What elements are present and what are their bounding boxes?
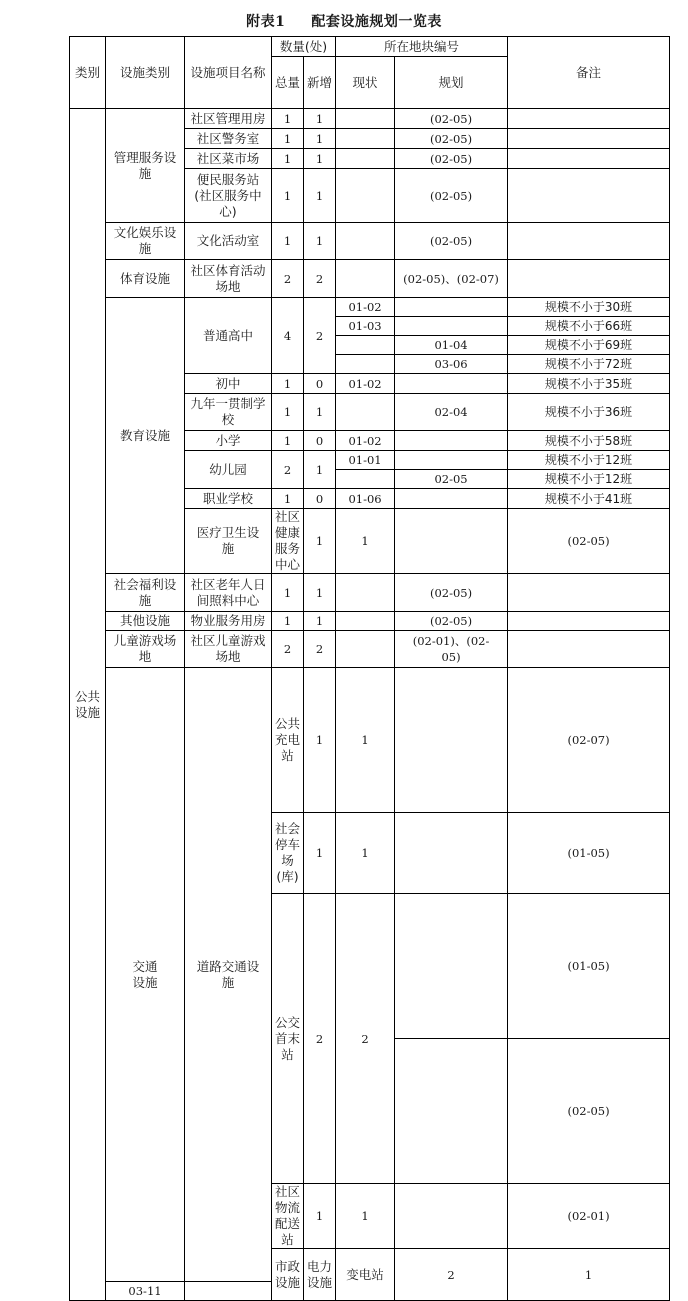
type-education: 教育设施 (106, 298, 185, 574)
planned-cell (395, 317, 508, 336)
total-cell: 1 (272, 489, 304, 509)
note-cell (508, 223, 670, 260)
planned-cell: (02-05) (508, 509, 670, 574)
planned-cell (395, 374, 508, 394)
header-facility-type: 设施类别 (106, 37, 185, 109)
new-cell: 0 (304, 431, 336, 451)
current-cell (336, 355, 395, 374)
new-cell: 1 (304, 574, 336, 612)
facility-name: 公交首末站 (272, 894, 304, 1184)
planned-cell (395, 431, 508, 451)
total-cell: 1 (304, 1184, 336, 1249)
current-cell (336, 223, 395, 260)
facility-name: 初中 (185, 374, 272, 394)
current-cell (336, 394, 395, 431)
planned-cell: (02-01) (508, 1184, 670, 1249)
new-cell: 1 (304, 451, 336, 489)
total-cell: 1 (272, 149, 304, 169)
current-cell (336, 169, 395, 223)
planned-cell: (02-05) (395, 574, 508, 612)
new-cell: 1 (304, 169, 336, 223)
new-cell: 0 (304, 374, 336, 394)
planned-cell: 02-05 (395, 470, 508, 489)
header-quantity: 数量(处) (272, 37, 336, 57)
note-cell (508, 574, 670, 612)
facility-name: 便民服务站 (社区服务中 心) (185, 169, 272, 223)
note-cell: 规模不小于58班 (508, 431, 670, 451)
note-cell (508, 260, 670, 298)
type-medical: 医疗卫生设 施 (185, 509, 272, 574)
header-planned: 规划 (395, 57, 508, 109)
facility-name: 社会停车场 (库) (272, 813, 304, 894)
note-cell: 规模不小于35班 (508, 374, 670, 394)
new-cell: 2 (304, 260, 336, 298)
current-cell (395, 1184, 508, 1249)
current-cell (336, 631, 395, 668)
current-cell (395, 813, 508, 894)
new-cell: 1 (304, 223, 336, 260)
new-cell: 1 (336, 668, 395, 813)
planned-cell: (01-05) (508, 894, 670, 1039)
header-total: 总量 (272, 57, 304, 109)
planned-cell: 01-04 (395, 336, 508, 355)
category-transport: 交通 设施 (106, 668, 185, 1282)
category-public: 公共 设施 (70, 109, 106, 1301)
facility-name: 社区体育活动 场地 (185, 260, 272, 298)
total-cell: 1 (272, 109, 304, 129)
note-cell: 规模不小于69班 (508, 336, 670, 355)
header-row (70, 37, 670, 57)
header-facility-name: 设施项目名称 (185, 37, 272, 109)
new-cell: 2 (304, 298, 336, 374)
header-note: 备注 (508, 37, 670, 109)
facility-name: 社区物流配送 站 (272, 1184, 304, 1249)
type-culture: 文化娱乐设 施 (106, 223, 185, 260)
planned-cell: 02-04 (395, 394, 508, 431)
planned-cell: (02-05) (395, 169, 508, 223)
current-cell: 01-02 (336, 298, 395, 317)
facility-table (69, 36, 670, 1301)
total-cell: 1 (304, 668, 336, 813)
table-title (0, 11, 688, 31)
table-row (70, 298, 670, 317)
new-cell: 1 (336, 1184, 395, 1249)
new-cell: 1 (304, 149, 336, 169)
type-welfare: 社会福利设 施 (106, 574, 185, 612)
total-cell: 1 (272, 394, 304, 431)
facility-name: 物业服务用房 (185, 612, 272, 631)
facility-name: 职业学校 (185, 489, 272, 509)
note-cell (508, 612, 670, 631)
facility-name: 普通高中 (185, 298, 272, 374)
table-name: 配套设施规划一览表 (311, 14, 442, 30)
planned-cell: (02-05) (508, 1039, 670, 1184)
type-management: 管理服务设 施 (106, 109, 185, 223)
total-cell: 1 (304, 509, 336, 574)
note-cell: 规模不小于66班 (508, 317, 670, 336)
total-cell: 4 (272, 298, 304, 374)
note-cell: 规模不小于30班 (508, 298, 670, 317)
current-cell (395, 509, 508, 574)
total-cell: 1 (272, 169, 304, 223)
facility-name: 文化活动室 (185, 223, 272, 260)
facility-name: 九年一贯制学 校 (185, 394, 272, 431)
new-cell: 2 (336, 894, 395, 1184)
total-cell: 2 (272, 451, 304, 489)
planned-cell (395, 451, 508, 470)
table-row (70, 574, 670, 612)
type-sports: 体育设施 (106, 260, 185, 298)
header-current: 现状 (336, 57, 395, 109)
total-cell: 1 (272, 612, 304, 631)
note-cell: 规模不小于72班 (508, 355, 670, 374)
facility-name: 社区菜市场 (185, 149, 272, 169)
planned-cell (395, 298, 508, 317)
type-play: 儿童游戏场 地 (106, 631, 185, 668)
new-cell: 1 (336, 813, 395, 894)
total-cell: 2 (272, 260, 304, 298)
facility-name: 社区警务室 (185, 129, 272, 149)
planned-cell (185, 1282, 272, 1301)
type-other: 其他设施 (106, 612, 185, 631)
header-new: 新增 (304, 57, 336, 109)
table-row (70, 260, 670, 298)
new-cell: 1 (304, 612, 336, 631)
total-cell: 1 (272, 374, 304, 394)
planned-cell: (02-01)、(02- 05) (395, 631, 508, 668)
note-cell (508, 149, 670, 169)
table-number: 附表1 (246, 14, 286, 30)
planned-cell: (02-05) (395, 612, 508, 631)
current-cell (336, 109, 395, 129)
facility-name: 社区管理用房 (185, 109, 272, 129)
current-cell (336, 612, 395, 631)
total-cell: 1 (304, 813, 336, 894)
facility-name: 社区老年人日 间照料中心 (185, 574, 272, 612)
total-cell: 1 (272, 223, 304, 260)
note-cell: 规模不小于36班 (508, 394, 670, 431)
table-row (70, 668, 670, 813)
note-cell: 规模不小于12班 (508, 451, 670, 470)
table-row (70, 223, 670, 260)
facility-name: 公共充电站 (272, 668, 304, 813)
new-cell: 1 (304, 394, 336, 431)
new-cell: 1 (304, 109, 336, 129)
current-cell (336, 149, 395, 169)
current-cell: 01-02 (336, 374, 395, 394)
planned-cell: (01-05) (508, 813, 670, 894)
planned-cell: (02-05) (395, 109, 508, 129)
current-cell (336, 574, 395, 612)
category-municipal: 市政 设施 (272, 1249, 304, 1301)
planned-cell: (02-05) (395, 149, 508, 169)
current-cell: 01-01 (336, 451, 395, 470)
current-cell (395, 668, 508, 813)
planned-cell: (02-05)、(02-07) (395, 260, 508, 298)
planned-cell (395, 489, 508, 509)
planned-cell: (02-07) (508, 668, 670, 813)
total-cell: 1 (272, 431, 304, 451)
current-cell (395, 1039, 508, 1184)
current-cell: 01-03 (336, 317, 395, 336)
current-cell (336, 260, 395, 298)
total-cell: 1 (272, 574, 304, 612)
current-cell (336, 470, 395, 489)
note-cell: 规模不小于41班 (508, 489, 670, 509)
note-cell: 规模不小于12班 (508, 470, 670, 489)
facility-name: 幼儿园 (185, 451, 272, 489)
planned-cell: (02-05) (395, 129, 508, 149)
planned-cell: (02-05) (395, 223, 508, 260)
header-location: 所在地块编号 (336, 37, 508, 57)
current-cell: 03-11 (106, 1282, 185, 1301)
table-row (70, 631, 670, 668)
new-cell: 1 (508, 1249, 670, 1301)
type-road: 道路交通设 施 (185, 668, 272, 1282)
new-cell: 1 (304, 129, 336, 149)
note-cell (508, 169, 670, 223)
new-cell: 1 (336, 509, 395, 574)
current-cell (336, 129, 395, 149)
facility-name: 社区儿童游戏 场地 (185, 631, 272, 668)
note-cell (508, 129, 670, 149)
total-cell: 2 (272, 631, 304, 668)
total-cell: 2 (304, 894, 336, 1184)
total-cell: 1 (272, 129, 304, 149)
new-cell: 0 (304, 489, 336, 509)
current-cell: 01-02 (336, 431, 395, 451)
type-power: 电力设施 (304, 1249, 336, 1301)
table-row (70, 109, 670, 129)
current-cell: 01-06 (336, 489, 395, 509)
facility-name: 变电站 (336, 1249, 395, 1301)
table-row (70, 612, 670, 631)
note-cell (508, 109, 670, 129)
new-cell: 2 (304, 631, 336, 668)
facility-name: 社区健康服务 中心 (272, 509, 304, 574)
facility-name: 小学 (185, 431, 272, 451)
current-cell (395, 894, 508, 1039)
current-cell (336, 336, 395, 355)
planned-cell: 03-06 (395, 355, 508, 374)
note-cell (508, 631, 670, 668)
header-category: 类别 (70, 37, 106, 109)
total-cell: 2 (395, 1249, 508, 1301)
